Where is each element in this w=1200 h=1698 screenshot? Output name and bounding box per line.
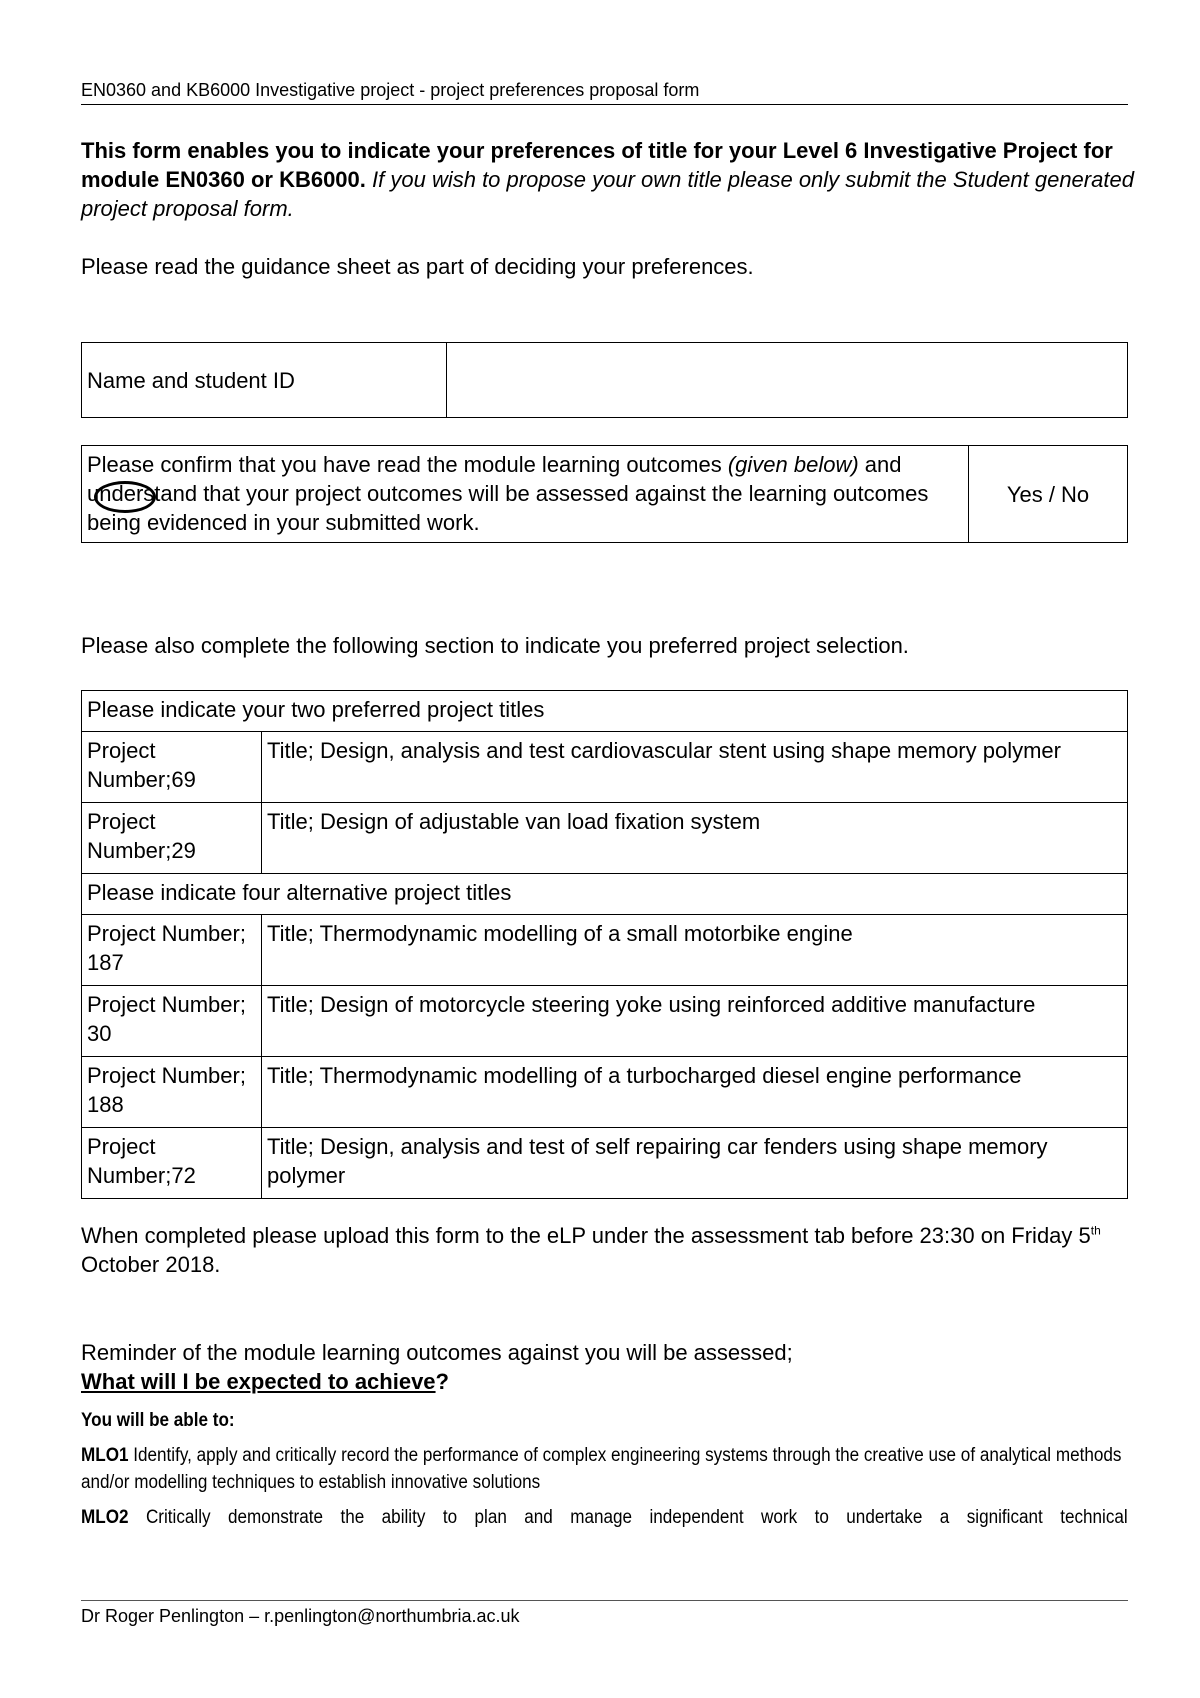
table-row — [82, 915, 1128, 986]
confirm-table — [81, 445, 1128, 543]
project-number[interactable]: Project Number;72 — [82, 1128, 262, 1199]
confirm-italic: (given below) — [727, 452, 859, 477]
project-number[interactable]: Project Number; 188 — [82, 1057, 262, 1128]
reminder-heading — [81, 1367, 1141, 1396]
project-title[interactable]: Title; Design, analysis and test of self repairing car fenders using shape memory polymer — [262, 1128, 1128, 1199]
intro-paragraph — [81, 136, 1136, 223]
project-number[interactable]: Project Number; 30 — [82, 986, 262, 1057]
outcome-item — [81, 1442, 1128, 1496]
table-row — [82, 1128, 1128, 1199]
name-table — [81, 342, 1128, 418]
reminder-heading-underlined: What will I be expected to achieve — [81, 1369, 436, 1394]
preferred-heading: Please indicate your two preferred project titles — [82, 691, 1128, 732]
project-number[interactable]: Project Number;69 — [82, 732, 262, 803]
table-row — [82, 1057, 1128, 1128]
project-number[interactable]: Project Number;29 — [82, 803, 262, 874]
outcome-item — [81, 1504, 1128, 1531]
learning-outcomes — [81, 1407, 1128, 1539]
outcome-code: MLO2 — [81, 1507, 129, 1528]
table-row — [82, 803, 1128, 874]
project-number[interactable]: Project Number; 187 — [82, 915, 262, 986]
page-header: EN0360 and KB6000 Investigative project - project preferences proposal form — [81, 80, 1128, 105]
reminder-block — [81, 1338, 1141, 1396]
completed-superscript: th — [1090, 1223, 1101, 1238]
project-title[interactable]: Title; Thermodynamic modelling of a turbocharged diesel engine performance — [262, 1057, 1128, 1128]
reminder-line: Reminder of the module learning outcomes against you will be assessed; — [81, 1340, 793, 1365]
guidance-text: Please read the guidance sheet as part of deciding your preferences. — [81, 254, 754, 279]
alternative-heading: Please indicate four alternative project titles — [82, 874, 1128, 915]
page-footer: Dr Roger Penlington – r.penlington@northumbria.ac.uk — [81, 1600, 1128, 1627]
completed-text-after: October 2018. — [81, 1252, 221, 1277]
yes-no-answer[interactable]: Yes / No — [969, 446, 1128, 543]
table-row — [82, 986, 1128, 1057]
completed-text-before: When completed please upload this form to the eLP under the assessment tab before 23:30 on Friday 5 — [81, 1223, 1091, 1248]
confirm-text-before: Please confirm that you have read the module learning outcomes — [87, 452, 722, 477]
project-title[interactable]: Title; Design of motorcycle steering yoke using reinforced additive manufacture — [262, 986, 1128, 1057]
intro-italic-text: If you wish to propose your own title please only submit the Student generated project proposal form. — [81, 167, 1134, 221]
project-title[interactable]: Title; Thermodynamic modelling of a small motorbike engine — [262, 915, 1128, 986]
outcome-code: MLO1 — [81, 1445, 129, 1466]
confirm-text — [82, 446, 969, 543]
name-input-cell[interactable] — [447, 343, 1128, 418]
table-row — [82, 732, 1128, 803]
name-label: Name and student ID — [82, 343, 447, 418]
outcome-text: Critically demonstrate the ability to plan and manage independent work to undertake a significant technical — [128, 1507, 1128, 1528]
project-title[interactable]: Title; Design of adjustable van load fixation system — [262, 803, 1128, 874]
project-preferences-table — [81, 690, 1128, 1199]
outcomes-intro: You will be able to: — [81, 1410, 235, 1431]
selection-instructions: Please also complete the following section to indicate you preferred project selection. — [81, 633, 909, 658]
submission-instructions — [81, 1221, 1141, 1279]
confirm-text-after: and understand that your project outcomes will be assessed against the learning outcomes being evidenced in your submitted work. — [87, 452, 929, 535]
outcome-text: Identify, apply and critically record the performance of complex engineering systems through the creative use of analytical methods and/or modelling techniques to establish innovative solutions — [81, 1445, 1122, 1493]
reminder-heading-suffix: ? — [435, 1369, 449, 1394]
intro-bold-text: This form enables you to indicate your preferences of title for your Level 6 Investigative Project for module EN0360 or KB6000. — [81, 138, 1113, 192]
project-title[interactable]: Title; Design, analysis and test cardiovascular stent using shape memory polymer — [262, 732, 1128, 803]
